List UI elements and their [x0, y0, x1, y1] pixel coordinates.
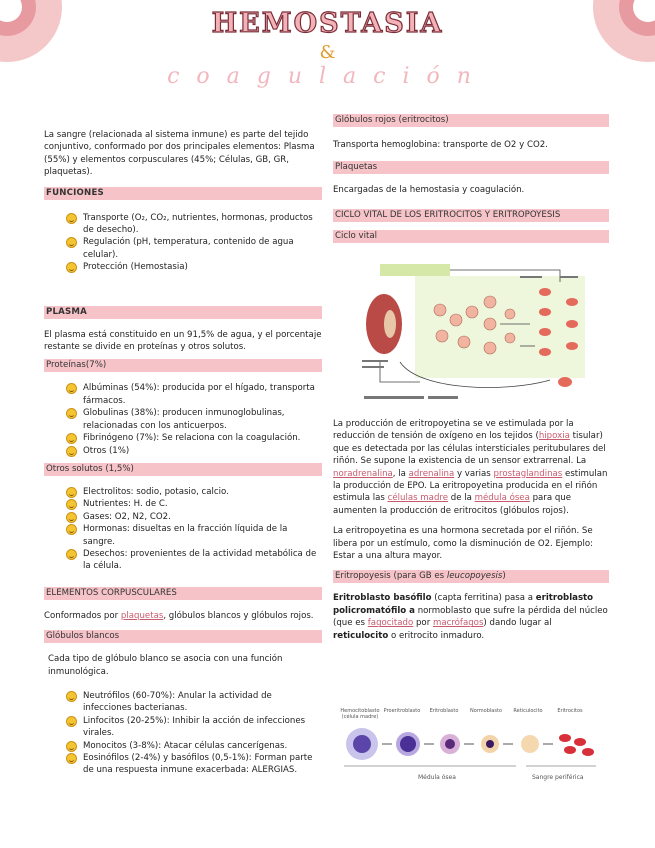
smiley-icon	[66, 716, 77, 727]
eritropoyetina-paragraph: La producción de eritropoyetina se ve estimulada por la reducción de tensión de oxígeno en los tejidos (hipoxia tisular) que es detectada por las células intersticiales peritubulares del riñón. Se supone la existencia de un sensor extrarrenal. La noradrenalina, la adrenalina y varias prostaglandinas estimulan la producción de EPO. La eritropoyetina producida en el riñón estimula las células madre de la médula ósea para que aumenten la producción de eritrocitos (glóbulos rojos).	[333, 419, 608, 516]
plaquetas-heading: Plaquetas	[333, 161, 609, 174]
intro-paragraph: La sangre (relacionada al sistema inmune) es parte del tejido conjuntivo, conformado por dos principales elementos: Plasma (55%) y elementos corpusculares (45%; Células, GB, GR, plaquetas).	[44, 130, 315, 178]
stage-label: Eritrocitos	[557, 708, 583, 714]
eritropoyesis-diagram	[340, 708, 600, 800]
otros-solutos-list	[66, 486, 322, 573]
diagram-label-box	[380, 264, 450, 276]
ciclo-vital-subheading: Ciclo vital	[333, 230, 609, 243]
ciclo-vital-heading: CICLO VITAL DE LOS ERITROCITOS Y ERITROPOYESIS	[333, 209, 609, 222]
stage-label: Normoblasto	[470, 708, 502, 714]
list-item: Desechos: provenientes de la actividad metabólica de la célula.	[66, 548, 322, 573]
stage-label: Proeritroblasto	[383, 708, 421, 714]
left-column	[44, 129, 322, 777]
right-column	[333, 114, 609, 243]
list-item: Electrolitos: sodio, potasio, calcio.	[66, 486, 322, 498]
page-title: HEMOSTASIA	[211, 8, 444, 39]
smiley-icon	[66, 213, 77, 224]
list-item: Eosinófilos (2-4%) y basófilos (0,5-1%): Forman parte de una respuesta inmune exacerbada: ALERGIAS.	[66, 752, 322, 777]
globulos-rojos-paragraph: Transporta hemoglobina: transporte de O2 y CO2.	[333, 140, 548, 150]
list-item: Protección (Hemostasia)	[66, 261, 322, 273]
medula-osea-link[interactable]: médula ósea	[474, 493, 530, 504]
elementos-heading: ELEMENTOS CORPUSCULARES	[44, 587, 322, 600]
smiley-icon	[66, 446, 77, 457]
right-column-lower	[333, 418, 609, 642]
diagram-panel	[415, 276, 585, 378]
eritropoyesis-paragraph: Eritroblasto basófilo (capta ferritina) pasa a eritroblasto policromatófilo a normoblasto que sufre la pérdida del núcleo (que es fagocitado por macrófagos) dando lugar al reticulocito o eritrocito inmaduro.	[333, 593, 608, 641]
elementos-paragraph: Conformados por plaquetas, glóbulos blancos y glóbulos rojos.	[44, 610, 314, 621]
funciones-list	[66, 212, 322, 274]
macrofagos-link[interactable]: macrófagos	[432, 618, 484, 629]
stage-label: Hemocitoblasto (célula madre)	[340, 708, 380, 720]
page-subtitle: coagulación	[167, 64, 488, 89]
list-item: Globulinas (38%): producen inmunoglobulinas, relacionadas con los anticuerpos.	[66, 407, 322, 432]
smiley-icon	[66, 499, 77, 510]
diagram-labels-row	[340, 708, 590, 720]
list-item: Regulación (pH, temperatura, contenido de agua celular).	[66, 236, 322, 261]
list-item: Nutrientes: H. de C.	[66, 498, 322, 510]
adrenalina-link[interactable]: adrenalina	[408, 468, 455, 479]
smiley-icon	[66, 408, 77, 419]
fagocitado-link[interactable]: fagocitado	[367, 618, 414, 629]
kidney-hilum	[384, 310, 396, 338]
otros-solutos-heading: Otros solutos (1,5%)	[44, 463, 322, 476]
smiley-icon	[66, 524, 77, 535]
reticulocito-cell	[521, 735, 539, 753]
proteinas-list	[66, 382, 322, 456]
sangre-periferica-label: Sangre periférica	[532, 774, 584, 781]
eritrocitos-cells	[559, 734, 594, 756]
list-item: Otros (1%)	[66, 445, 322, 457]
stage-cells	[340, 720, 600, 772]
medula-osea-label: Médula ósea	[418, 774, 456, 781]
stage-label: Reticulocito	[513, 708, 543, 714]
list-item: Fibrinógeno (7%): Se relaciona con la coagulación.	[66, 432, 322, 444]
title-ampersand: &	[319, 42, 336, 63]
globulos-blancos-heading: Glóbulos blancos	[44, 630, 322, 643]
noradrenalina-link[interactable]: noradrenalina	[333, 468, 393, 479]
list-item: Transporte (O₂, CO₂, nutrientes, hormonas, productos de desecho).	[66, 212, 322, 237]
diagram-footer	[340, 774, 600, 784]
plaquetas-paragraph: Encargadas de la hemostasia y coagulación.	[333, 185, 525, 196]
list-item: Hormonas: disueltas en la fracción líquida de la sangre.	[66, 523, 322, 548]
plaquetas-link[interactable]: plaquetas	[120, 610, 164, 621]
hormona-paragraph: La eritropoyetina es una hormona secretada por el riñón. Se libera por un estímulo, como la disminución de O2. Ejemplo: Estar a una altura mayor.	[333, 526, 593, 562]
smiley-icon	[66, 549, 77, 560]
list-item: Linfocitos (20-25%): Inhibir la acción de infecciones virales.	[66, 715, 322, 740]
plasma-heading: PLASMA	[44, 306, 322, 319]
smiley-icon	[66, 487, 77, 498]
ciclo-vital-diagram	[360, 262, 592, 404]
smiley-icon	[66, 512, 77, 523]
list-item: Albúminas (54%): producida por el hígado, transporta fármacos.	[66, 382, 322, 407]
smiley-icon	[66, 262, 77, 273]
globulos-blancos-paragraph: Cada tipo de glóbulo blanco se asocia con una función inmunológica.	[48, 654, 283, 677]
list-item: Gases: O2, N2, CO2.	[66, 511, 322, 523]
prostaglandinas-link[interactable]: prostaglandinas	[493, 468, 563, 479]
globulos-blancos-list	[66, 690, 322, 777]
smiley-icon	[66, 691, 77, 702]
funciones-heading: FUNCIONES	[44, 187, 322, 200]
eritropoyesis-heading: Eritropoyesis (para GB es leucopoyesis)	[333, 570, 609, 583]
hipoxia-link[interactable]: hipoxia	[538, 431, 570, 442]
smiley-icon	[66, 433, 77, 444]
globulos-rojos-heading: Glóbulos rojos (eritrocitos)	[333, 114, 609, 127]
smiley-icon	[66, 237, 77, 248]
smiley-icon	[66, 741, 77, 752]
list-item: Neutrófilos (60-70%): Anular la actividad de infecciones bacterianas.	[66, 690, 322, 715]
smiley-icon	[66, 753, 77, 764]
proteinas-heading: Proteínas(7%)	[44, 359, 322, 372]
stage-label: Eritroblasto	[429, 708, 459, 714]
plasma-paragraph: El plasma está constituido en un 91,5% de agua, y el porcentaje restante se divide en proteínas y otros solutos.	[44, 329, 322, 353]
list-item: Monocitos (3-8%): Atacar células cancerígenas.	[66, 740, 322, 752]
celulas-madre-link[interactable]: células madre	[387, 493, 449, 504]
smiley-icon	[66, 383, 77, 394]
